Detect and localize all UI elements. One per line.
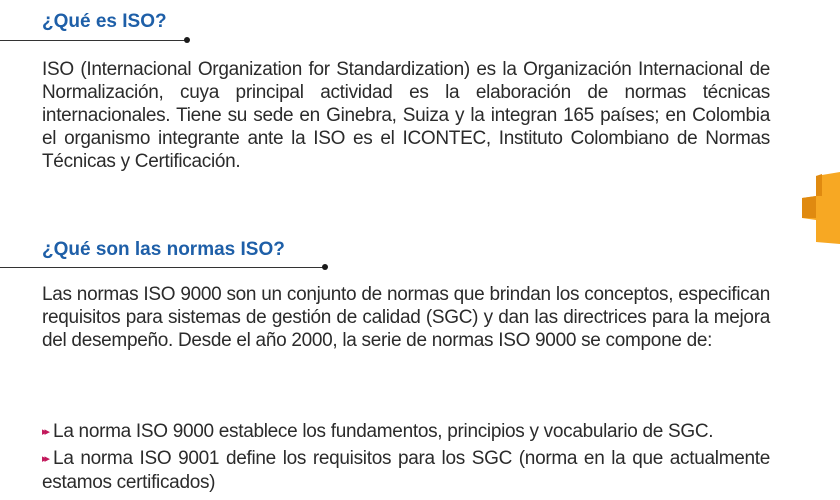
double-arrow-icon: ▸▸ (42, 426, 48, 438)
paragraph-que-es-iso: ISO (Internacional Organization for Standardization) es la Organización Internacional de Normalización, cuya principal actividad es la elaboración de normas técnicas internacionales. Tiene su sede en Ginebra, Suiza y la integran 165 países; en Colombia el organismo integrante ante la ISO es el ICONTEC, Instituto Colombiano de Normas Técnicas y Certificación. (42, 59, 770, 172)
section-divider-2 (0, 267, 326, 268)
list-item (42, 447, 770, 494)
section-title-normas-iso: ¿Qué son las normas ISO? (42, 239, 285, 260)
divider-dot-2 (322, 264, 328, 270)
list-item-text: La norma ISO 9000 establece los fundamentos, principios y vocabulario de SGC. (53, 421, 714, 442)
divider-dot-1 (184, 37, 190, 43)
list-item (42, 420, 770, 444)
section-divider-1 (0, 40, 186, 41)
paragraph-normas-iso: Las normas ISO 9000 son un conjunto de normas que brindan los conceptos, especifican requisitos para sistemas de gestión de calidad (SGC) y dan las directrices para la mejora del desempeño. Desde el año 2000, la serie de normas ISO 9000 se compone de: (42, 284, 770, 351)
plus-cross-icon (800, 172, 840, 244)
section-title-que-es-iso: ¿Qué es ISO? (42, 11, 167, 32)
list-item-text: La norma ISO 9001 define los requisitos para los SGC (norma en la que actualmente estamos certificados) (42, 448, 770, 493)
double-arrow-icon: ▸▸ (42, 453, 48, 465)
